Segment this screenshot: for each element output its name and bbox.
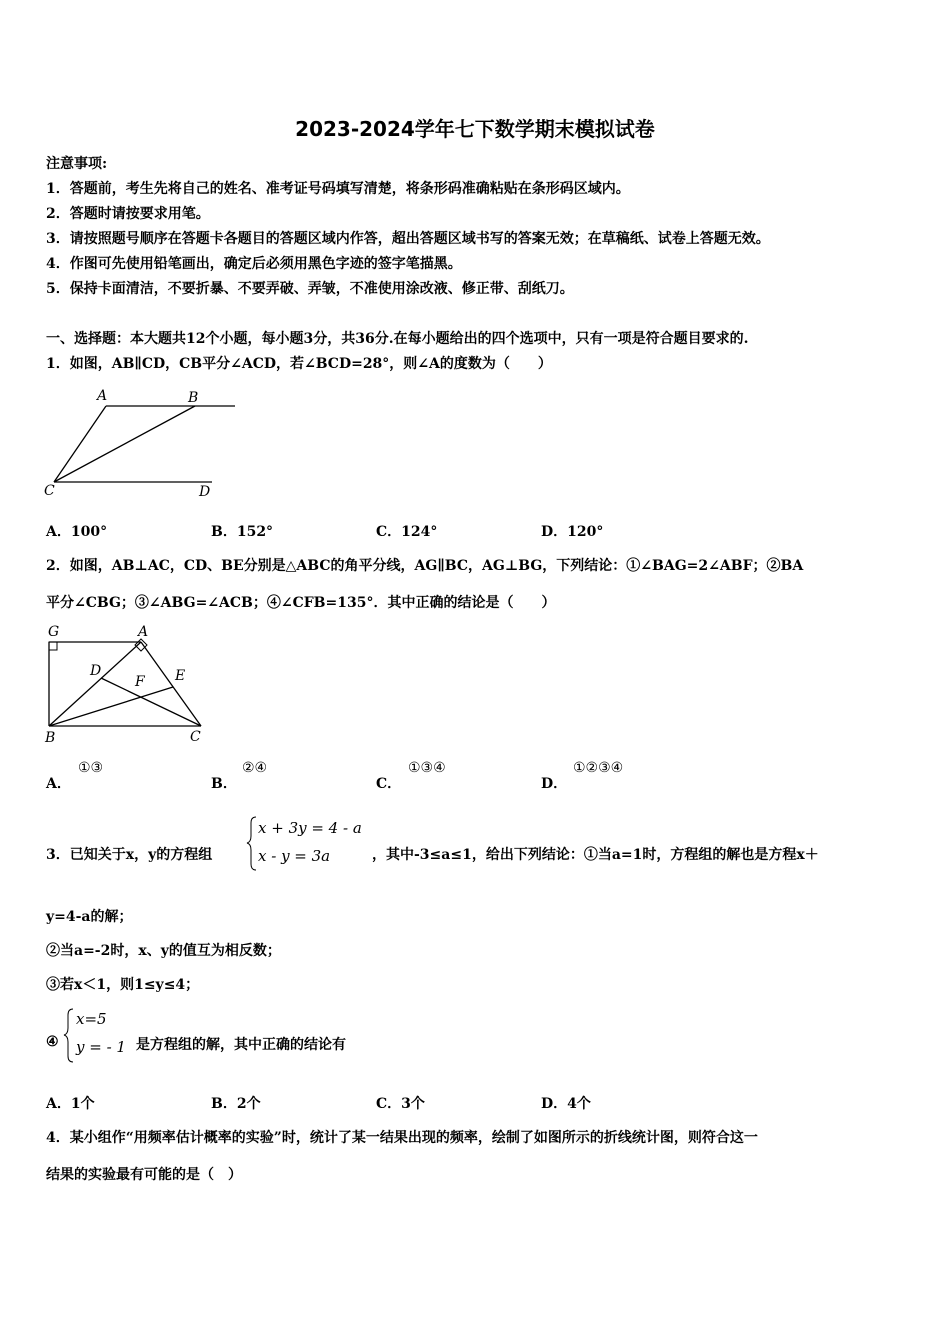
notice-item: 5．保持卡面清洁，不要折暴、不要弄破、弄皱，不准使用涂改液、修正带、刮纸刀。 <box>46 281 574 297</box>
q1-option-a: A．100° <box>46 524 108 540</box>
label-D: D <box>199 484 211 500</box>
notice-item: 3．请按照题号顺序在答题卡各题目的答题区域内作答，超出答题区域书写的答案无效；在草稿纸、试卷上答题无效。 <box>46 231 770 247</box>
q4-line2: 结果的实验最有可能的是（ ） <box>46 1167 242 1183</box>
q2-option-d-letter: D． <box>541 776 568 792</box>
q3-equation-2: x - y = 3a <box>258 847 331 865</box>
q3-stem-prefix: 3．已知关于x，y的方程组 <box>46 847 213 863</box>
label-A: A <box>97 388 108 404</box>
q2-option-b-letter: B． <box>211 776 237 792</box>
q3-line3: ②当a=-2时，x、y的值互为相反数； <box>46 943 281 959</box>
q1-stem: 1．如图，AB∥CD，CB平分∠ACD，若∠BCD=28°，则∠A的度数为（ ） <box>46 356 552 372</box>
q3-option-a: A．1个 <box>46 1096 95 1112</box>
q3-line2: y=4-a的解； <box>46 909 133 925</box>
label-B: B <box>188 390 199 406</box>
label-E: E <box>175 668 186 684</box>
label-C: C <box>190 729 201 745</box>
label-F: F <box>135 674 145 690</box>
label-G: G <box>48 624 60 640</box>
q3-solution-x: x=5 <box>76 1010 107 1028</box>
notice-heading: 注意事项: <box>46 156 108 172</box>
q1-option-c: C．124° <box>376 524 438 540</box>
q3-solution-y: y = - 1 <box>76 1038 126 1056</box>
q3-option-c: C．3个 <box>376 1096 425 1112</box>
q3-line5-prefix: ④ <box>46 1034 59 1050</box>
notice-item: 4．作图可先使用铅笔画出，确定后必须用黑色字迹的签字笔描黑。 <box>46 256 462 272</box>
notice-item: 1．答题前，考生先将自己的姓名、准考证号码填写清楚，将条形码准确粘贴在条形码区域内。 <box>46 181 630 197</box>
q3-equation-1: x + 3y = 4 - a <box>258 819 362 837</box>
q2-figure <box>40 620 220 750</box>
q3-option-b: B．2个 <box>211 1096 261 1112</box>
q4-line1: 4．某小组作“用频率估计概率的实验”时，统计了某一结果出现的频率，绘制了如图所示的折线统计图，则符合这一 <box>46 1130 758 1146</box>
q2-stem-line2: 平分∠CBG；③∠ABG=∠ACB；④∠CFB=135°．其中正确的结论是（ ） <box>46 595 556 611</box>
notice-item: 2．答题时请按要求用笔。 <box>46 206 210 222</box>
q2-option-c-letter: C． <box>376 776 402 792</box>
q1-option-d: D．120° <box>541 524 604 540</box>
label-D: D <box>90 663 102 679</box>
q2-option-a-letter: A． <box>46 776 71 792</box>
q2-option-a-value: ①③ <box>78 760 104 776</box>
label-A: A <box>138 624 149 640</box>
label-B: B <box>45 730 56 746</box>
q2-option-b-value: ②④ <box>242 760 268 776</box>
q3-stem-suffix: ，其中-3≤a≤1，给出下列结论：①当a=1时，方程组的解也是方程x＋ <box>372 847 819 863</box>
page-title: 2023-2024学年七下数学期末模拟试卷 <box>295 117 655 141</box>
section-heading: 一、选择题：本大题共12个小题，每小题3分，共36分.在每小题给出的四个选项中，只有一项是符合题目要求的. <box>46 331 749 347</box>
label-C: C <box>44 483 55 499</box>
q2-option-c-value: ①③④ <box>408 760 446 776</box>
q3-line5-suffix: 是方程组的解，其中正确的结论有 <box>136 1037 346 1053</box>
q2-option-d-value: ①②③④ <box>573 760 624 776</box>
q1-option-b: B．152° <box>211 524 274 540</box>
q3-option-d: D．4个 <box>541 1096 591 1112</box>
q1-figure <box>40 385 250 505</box>
q3-line4: ③若x＜1，则1≤y≤4； <box>46 977 200 993</box>
q2-stem-line1: 2．如图，AB⊥AC，CD、BE分别是△ABC的角平分线，AG∥BC，AG⊥BG，下列结论：①∠BAG=2∠ABF；②BA <box>46 558 804 574</box>
